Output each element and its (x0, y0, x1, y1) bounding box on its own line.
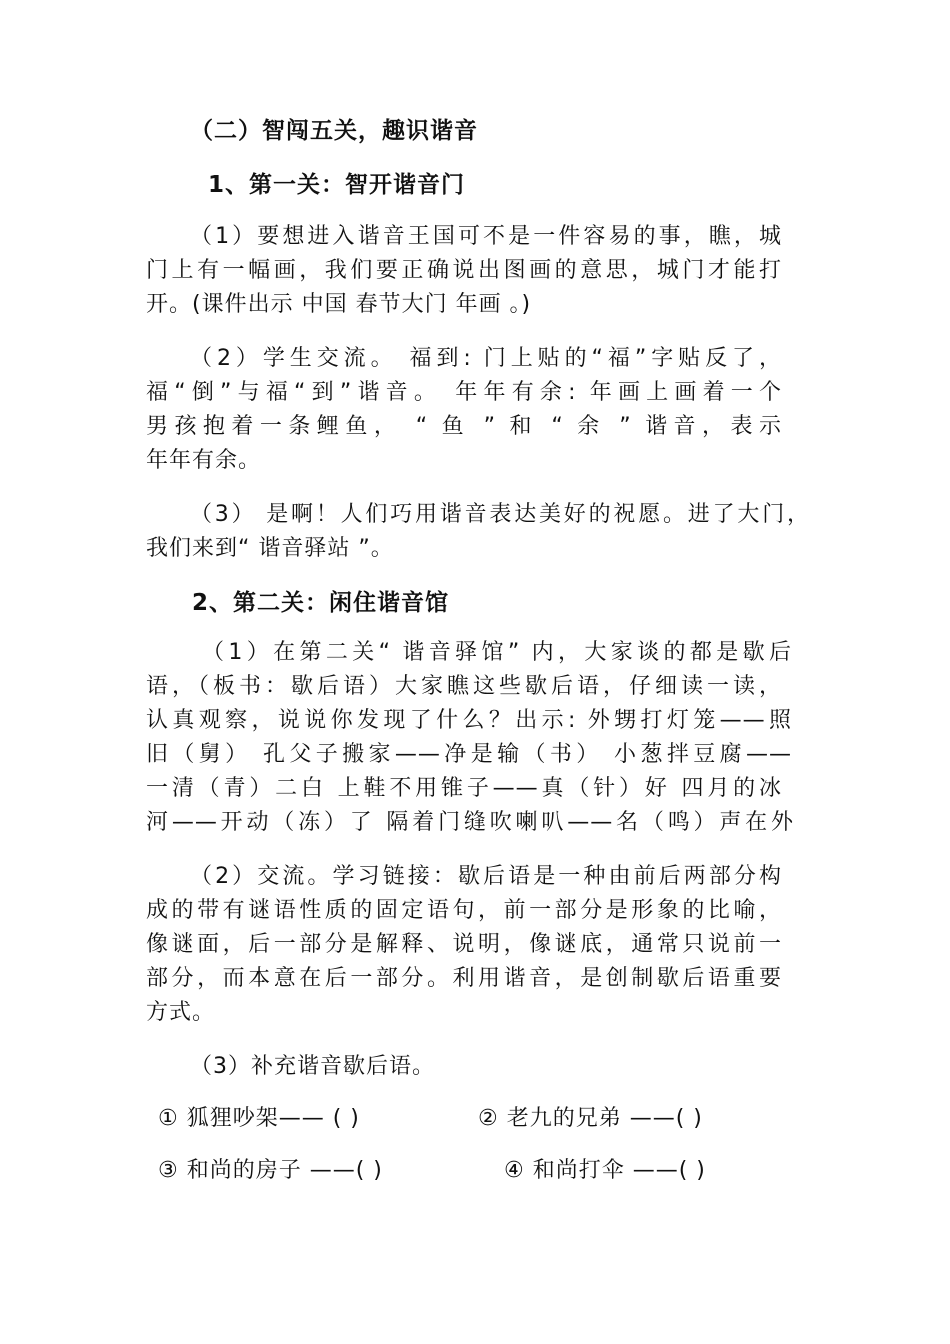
level1-p2-line3: 男孩抱着一条鲤鱼， “ 鱼 ” 和 “ 余 ” 谐音，表示 (146, 414, 782, 439)
level1-p3-line2: 我们来到“ 谐音驿站 ”。 (146, 536, 394, 561)
level2-p1-line2: 语，（板书：歇后语）大家瞧这些歇后语，仔细读一读， (146, 674, 782, 699)
level2-p2-line3: 像谜面，后一部分是解释、说明，像谜底，通常只说前一 (146, 932, 782, 957)
exercise-2: ② 老九的兄弟 ——( ) (478, 1106, 703, 1131)
level2-p1-line4: 旧（舅） 孔父子搬家——净是输（书） 小葱拌豆腐—— (146, 742, 792, 767)
level1-p1-line3: 开。(课件出示 中国 春节大门 年画 。) (146, 292, 532, 317)
level1-p2-line2: 福“倒”与福“到”谐音。 年年有余: 年画上画着一个 (146, 380, 782, 405)
level2-p1-line6: 河——开动（冻）了 隔着门缝吹喇叭——名（鸣）声在外 (146, 810, 794, 835)
exercise-1: ① 狐狸吵架—— ( ) (158, 1106, 360, 1131)
level1-p2-line4: 年年有余。 (146, 448, 262, 473)
exercise-4: ④ 和尚打伞 ——( ) (504, 1158, 706, 1183)
level2-title: 2、第二关：闲住谐音馆 (192, 590, 450, 616)
level2-p3: （3）补充谐音歇后语。 (190, 1054, 435, 1079)
level2-p1-line1: （1）在第二关“ 谐音驿馆” 内，大家谈的都是歇后 (202, 640, 792, 665)
level2-p2-line1: （2）交流。学习链接：歇后语是一种由前后两部分构 (190, 864, 782, 889)
level1-title: 1、第一关：智开谐音门 (208, 172, 466, 198)
level1-p1-line1: （1）要想进入谐音王国可不是一件容易的事，瞧，城 (190, 224, 782, 249)
exercise-3: ③ 和尚的房子 ——( ) (158, 1158, 383, 1183)
level2-p2-line2: 成的带有谜语性质的固定语句，前一部分是形象的比喻， (146, 898, 782, 923)
level1-p2-line1: （2）学生交流。 福到: 门上贴的“福”字贴反了， (190, 346, 782, 371)
level2-p1-line3: 认真观察，说说你发现了什么？出示: 外甥打灯笼——照 (146, 708, 792, 733)
level1-p1-line2: 门上有一幅画，我们要正确说出图画的意思，城门才能打 (146, 258, 782, 283)
level1-p3-line1: （3） 是啊！人们巧用谐音表达美好的祝愿。进了大门， (190, 502, 810, 527)
level2-p2-line5: 方式。 (146, 1000, 216, 1025)
section-heading: （二）智闯五关，趣识谐音 (190, 118, 478, 144)
level2-p2-line4: 部分，而本意在后一部分。利用谐音，是创制歇后语重要 (146, 966, 782, 991)
level2-p1-line5: 一清（青）二白 上鞋不用锥子——真（针）好 四月的冰 (146, 776, 782, 801)
